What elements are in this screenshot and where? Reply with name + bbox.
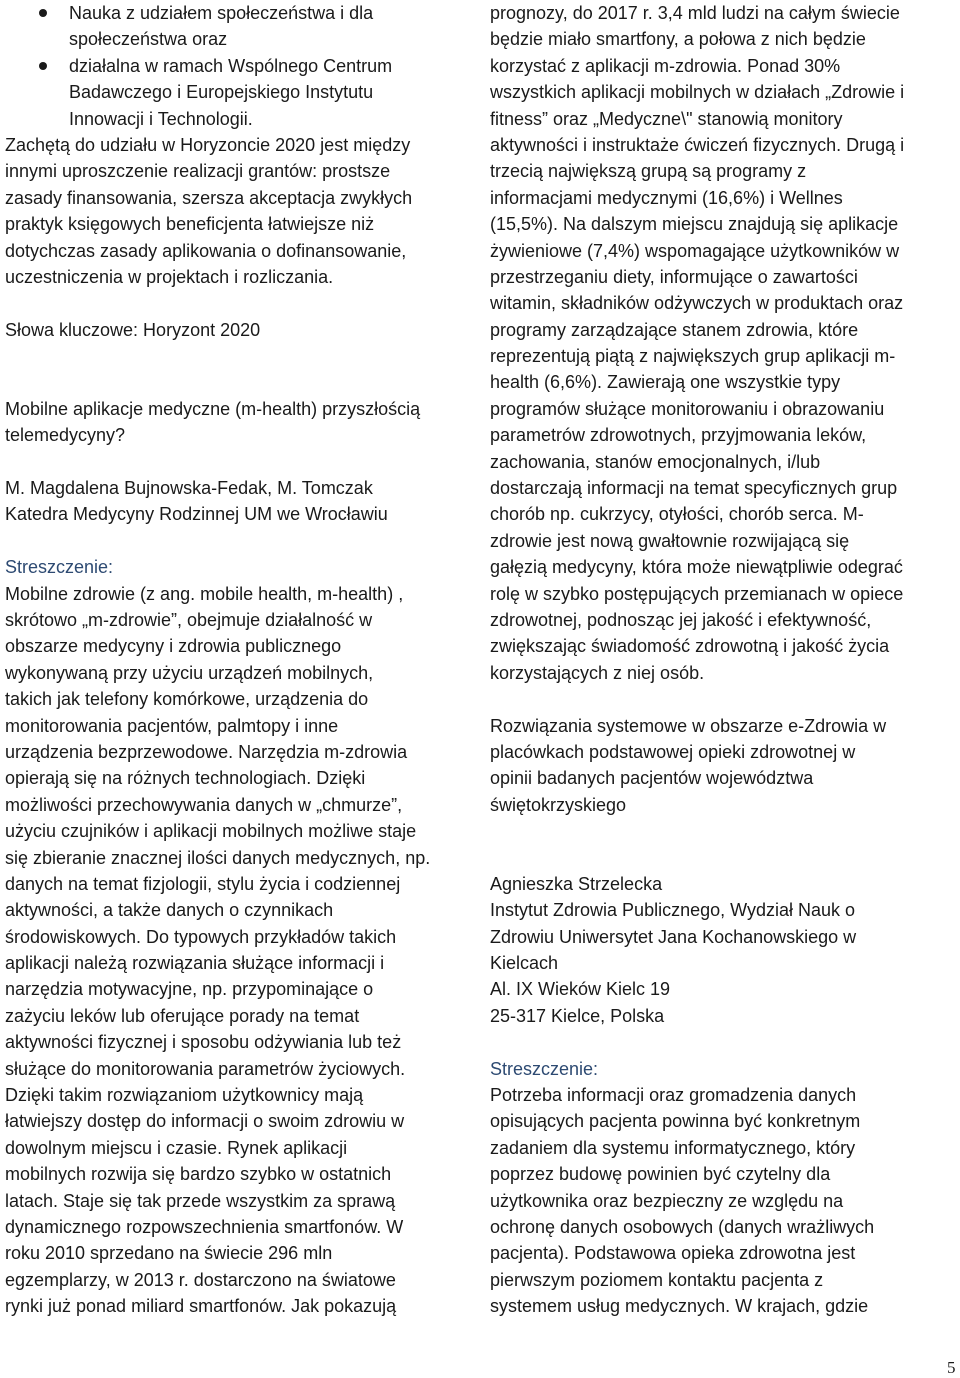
page-number: 5 (947, 1358, 956, 1377)
affiliation-line: Kielcach (490, 953, 559, 974)
abstract-line: aplikacji należą rozwiązania służące informacji i (5, 953, 385, 974)
paragraph-line: programy zarządzające stanem zdrowia, które (490, 319, 859, 340)
paragraph-line: trzecią największą grupą są programy z (490, 161, 807, 182)
paragraph-line: korzystać z aplikacji m-zdrowia. Ponad 30% (490, 55, 841, 76)
title-line: świętokrzyskiego (490, 794, 627, 815)
article-affiliation: Katedra Medycyny Rodzinnej UM we Wrocławiu (5, 504, 388, 525)
article-authors: M. Magdalena Bujnowska-Fedak, M. Tomczak (5, 478, 373, 499)
abstract-line: pierwszym poziomem kontaktu pacjenta z (490, 1269, 824, 1290)
abstract-line: rynki już ponad miliard smartfonów. Jak pokazują (5, 1296, 397, 1317)
paragraph-line: health (6,6%). Zawierają one wszystkie typy (490, 372, 841, 393)
paragraph-line: praktyk księgowych beneficjenta łatwiejsze niż (5, 214, 375, 235)
spacer (5, 290, 468, 316)
abstract-line: zadaniem dla systemu informatycznego, który (490, 1137, 856, 1158)
continuation-paragraph (490, 0, 952, 686)
paragraph-line: zachowania, stanów emocjonalnych, i/lub (490, 451, 821, 472)
paragraph-line: dostarczają informacji na temat specyficznych grup (490, 478, 898, 499)
paragraph-line: reprezentują piątą z największych grup aplikacji m- (490, 346, 896, 367)
abstract-text (5, 581, 468, 1320)
abstract-line: środowiskowych. Do typowych przykładów takich (5, 926, 397, 947)
paragraph-line: gałęzią medycyny, która może niewątpliwie odegrać (490, 557, 903, 578)
bullet-line: Nauka z udziałem społeczeństwa i dla (5, 0, 468, 26)
abstract-line: możliwości przechowywania danych w „chmurze”, (5, 794, 403, 815)
spacer (5, 369, 468, 395)
article-author: Agnieszka Strzelecka (490, 873, 663, 894)
bullet-icon (39, 62, 47, 70)
spacer (5, 343, 468, 369)
paragraph-line: innymi uproszczenie realizacji grantów: prostsze (5, 161, 391, 182)
title-line: telemedycyny? (5, 425, 126, 446)
paragraph-line: (15,5%). Na dalszym miejscu znajdują się aplikacje (490, 214, 899, 235)
spacer (5, 449, 468, 475)
article-title (5, 396, 468, 449)
abstract-line: Dzięki takim rozwiązaniom użytkownicy mają (5, 1085, 364, 1106)
paragraph-line: dotychczas zasady aplikowania o dofinansowanie, (5, 240, 407, 261)
abstract-line: ochronę danych osobowych (danych wrażliwych (490, 1216, 875, 1237)
abstract-text (490, 1082, 952, 1320)
paragraph-line: Zachętą do udziału w Horyzoncie 2020 jest między (5, 134, 411, 155)
paragraph-line: zwiększając świadomość zdrowotną i jakość życia (490, 636, 890, 657)
spacer (490, 818, 952, 844)
paragraph-line: chorób np. cukrzycy, otyłości, chorób serca. M- (490, 504, 864, 525)
paragraph-line: zdrowie jest nową gwałtownie rozwijającą się (490, 530, 850, 551)
spacer (490, 1029, 952, 1055)
abstract-line: zażyciu leków lub oferujące porady na temat (5, 1005, 360, 1026)
abstract-line: latach. Staje się tak przede wszystkim za sprawą (5, 1190, 396, 1211)
abstract-line: obszarze medycyny i zdrowia publicznego (5, 636, 342, 657)
abstract-line: systemem usług medycznych. W krajach, gdzie (490, 1296, 869, 1317)
abstract-line: narzędzia motywacyjne, np. przypominające o (5, 979, 374, 1000)
abstract-line: łatwiejszy dostęp do informacji o swoim zdrowiu w (5, 1111, 405, 1132)
abstract-label: Streszczenie: (490, 1058, 599, 1079)
paragraph-line: będzie miało smartfony, a połowa z nich będzie (490, 29, 866, 50)
spacer (5, 528, 468, 554)
paragraph-line: programów służące monitorowaniu i obrazowaniu (490, 398, 885, 419)
abstract-line: użyciu czujników i aplikacji mobilnych możliwe staje (5, 821, 417, 842)
paragraph-line: informacjami medycznymi (16,6%) i Wellnes (490, 187, 843, 208)
bullet-item (5, 0, 468, 53)
paragraph-line: aktywności i instruktaże ćwiczeń fizycznych. Drugą i (490, 134, 905, 155)
abstract-line: roku 2010 sprzedano na świecie 296 mln (5, 1243, 333, 1264)
bullet-line: społeczeństwa oraz (69, 29, 228, 50)
abstract-line: danych na temat fizjologii, stylu życia i codziennej (5, 873, 401, 894)
abstract-line: służące do monitorowania parametrów życiowych. (5, 1058, 406, 1079)
abstract-line: mobilnych rozwija się bardzo szybko w ostatnich (5, 1164, 392, 1185)
bullet-line: działalna w ramach Wspólnego Centrum (5, 53, 468, 79)
bullet-item (5, 53, 468, 132)
paragraph-line: uczestniczenia w projektach i rozliczania. (5, 266, 334, 287)
abstract-line: się zbieranie znacznej ilości danych medycznych, np. (5, 847, 431, 868)
abstract-line: urządzenia bezprzewodowe. Narzędzia m-zdrowia (5, 741, 408, 762)
affiliation-line: 25-317 Kielce, Polska (490, 1005, 665, 1026)
paragraph-line: parametrów zdrowotnych, przyjmowania leków, (490, 425, 867, 446)
paragraph-line: prognozy, do 2017 r. 3,4 mld ludzi na całym świecie (490, 3, 900, 23)
paragraph-line: wszystkich aplikacji mobilnych w działach „Zdrowie i (490, 82, 905, 103)
title-line: Rozwiązania systemowe w obszarze e-Zdrowia w (490, 715, 887, 736)
bullet-line: Badawczego i Europejskiego Instytutu (69, 82, 374, 103)
spacer (490, 686, 952, 712)
affiliation-line: Al. IX Wieków Kielc 19 (490, 979, 671, 1000)
abstract-line: pacjenta). Podstawowa opieka zdrowotna jest (490, 1243, 856, 1264)
paragraph-line: fitness” oraz „Medyczne\" stanowią monitory (490, 108, 843, 129)
paragraph-line: rolę w szybko postępujących przemianach w opiece (490, 583, 904, 604)
abstract-line: poprzez budowę powinien być czytelny dla (490, 1164, 831, 1185)
article-title (490, 713, 952, 819)
abstract-line: Potrzeba informacji oraz gromadzenia danych (490, 1085, 857, 1106)
abstract-line: skrótowo „m-zdrowie”, obejmuje działalność w (5, 609, 373, 630)
paragraph-line: zasady finansowania, szersza akceptacja zwykłych (5, 187, 413, 208)
abstract-line: Mobilne zdrowie (z ang. mobile health, m-health) , (5, 583, 404, 604)
bullet-list (5, 0, 468, 132)
abstract-line: opisujących pacjenta powinna być konkretnym (490, 1111, 861, 1132)
abstract-line: dowolnym miejscu i czasie. Rynek aplikacji (5, 1137, 348, 1158)
spacer (490, 845, 952, 871)
abstract-line: wykonywaną przy użyciu urządzeń mobilnych, (5, 662, 374, 683)
article-affiliation (490, 897, 952, 1029)
abstract-line: aktywności, a także danych o czynnikach (5, 900, 334, 921)
keywords: Słowa kluczowe: Horyzont 2020 (5, 319, 261, 340)
paragraph-line: witamin, składników odżywczych w produktach oraz (490, 293, 904, 314)
left-column (5, 0, 468, 1320)
paragraph-line: korzystających z niej osób. (490, 662, 705, 683)
title-line: opinii badanych pacjentów województwa (490, 768, 814, 789)
paragraph-line: żywieniowe (7,4%) wspomagające użytkowników w (490, 240, 900, 261)
affiliation-line: Zdrowiu Uniwersytet Jana Kochanowskiego w (490, 926, 857, 947)
abstract-line: aktywności fizycznej i sposobu odżywiania lub też (5, 1032, 402, 1053)
abstract-label: Streszczenie: (5, 557, 114, 578)
abstract-line: dynamicznego rozpowszechnienia smartfonów. W (5, 1216, 404, 1237)
bullet-icon (39, 9, 47, 17)
abstract-line: takich jak telefony komórkowe, urządzenia do (5, 689, 369, 710)
bullet-line: Innowacji i Technologii. (69, 108, 253, 129)
title-line: Mobilne aplikacje medyczne (m-health) przyszłością (5, 398, 421, 419)
paragraph-line: przestrzeganiu diety, informujące o zawartości (490, 266, 858, 287)
abstract-line: monitorowania pacjentów, palmtopy i inne (5, 715, 339, 736)
title-line: placówkach podstawowej opieki zdrowotnej w (490, 741, 856, 762)
paragraph-line: zdrowotnej, podnosząc jej jakość i efektywność, (490, 609, 872, 630)
abstract-line: użytkownika oraz bezpieczny ze względu na (490, 1190, 844, 1211)
right-column (490, 0, 952, 1320)
abstract-line: opierają się na różnych technologiach. Dzięki (5, 768, 366, 789)
affiliation-line: Instytut Zdrowia Publicznego, Wydział Nauk o (490, 900, 856, 921)
intro-paragraph (5, 132, 468, 290)
abstract-line: egzemplarzy, w 2013 r. dostarczono na światowe (5, 1269, 396, 1290)
